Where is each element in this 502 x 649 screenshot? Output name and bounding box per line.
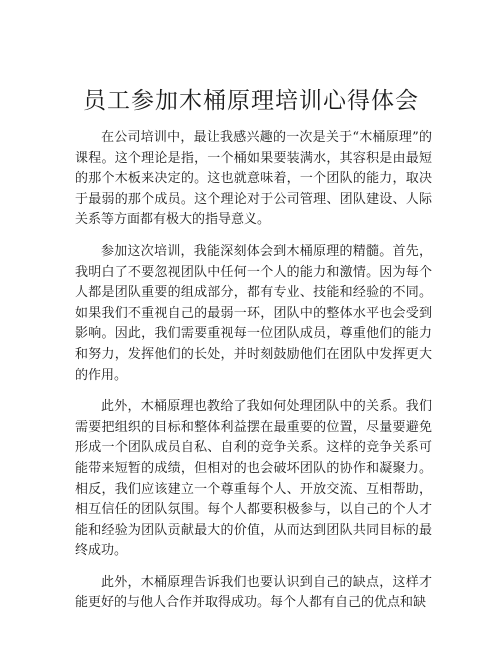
paragraph-2: 参加这次培训，我能深刻体会到木桶原理的精髓。首先，我明白了不要忽视团队中任何一个人的能力和激情。因为每个人都是团队重要的组成部分，都有专业、技能和经验的不同。如果我们不重视自己的最弱一环，团队中的整体水平也会受到影响。因此，我们需要重视每一位团队成员，尊重他们的能力和努力，发挥他们的长处，并时刻鼓励他们在团队中发挥更大的作用。: [75, 243, 432, 383]
paragraph-3: 此外，木桶原理也教给了我如何处理团队中的关系。我们需要把组织的目标和整体利益摆在最重要的位置，尽量要避免形成一个团队成员自私、自利的竞争关系。这样的竞争关系可能带来短暂的成绩，但相对的也会破坏团队的协作和凝聚力。相反，我们应该建立一个尊重每个人、开放交流、互相帮助，相互信任的团队氛围。每个人都要积极参与，以自己的个人才能和经验为团队贡献最大的价值，从而达到团队共同目标的最终成功。: [75, 399, 432, 559]
paragraph-4: 此外，木桶原理告诉我们也要认识到自己的缺点，这样才能更好的与他人合作并取得成功。每个人都有自己的优点和缺: [75, 574, 432, 611]
paragraph-1: 在公司培训中，最让我感兴趣的一次是关于“木桶原理”的课程。这个理论是指，一个桶如果要装满水，其容积是由最短的那个木板来决定的。这也就意味着，一个团队的能力，取决于最弱的那个成员。这个理论对于公司管理、团队建设、人际关系等方面都有极大的指导意义。: [75, 130, 432, 228]
document-title: 员工参加木桶原理培训心得体会: [83, 88, 419, 114]
document-body: [75, 128, 432, 625]
